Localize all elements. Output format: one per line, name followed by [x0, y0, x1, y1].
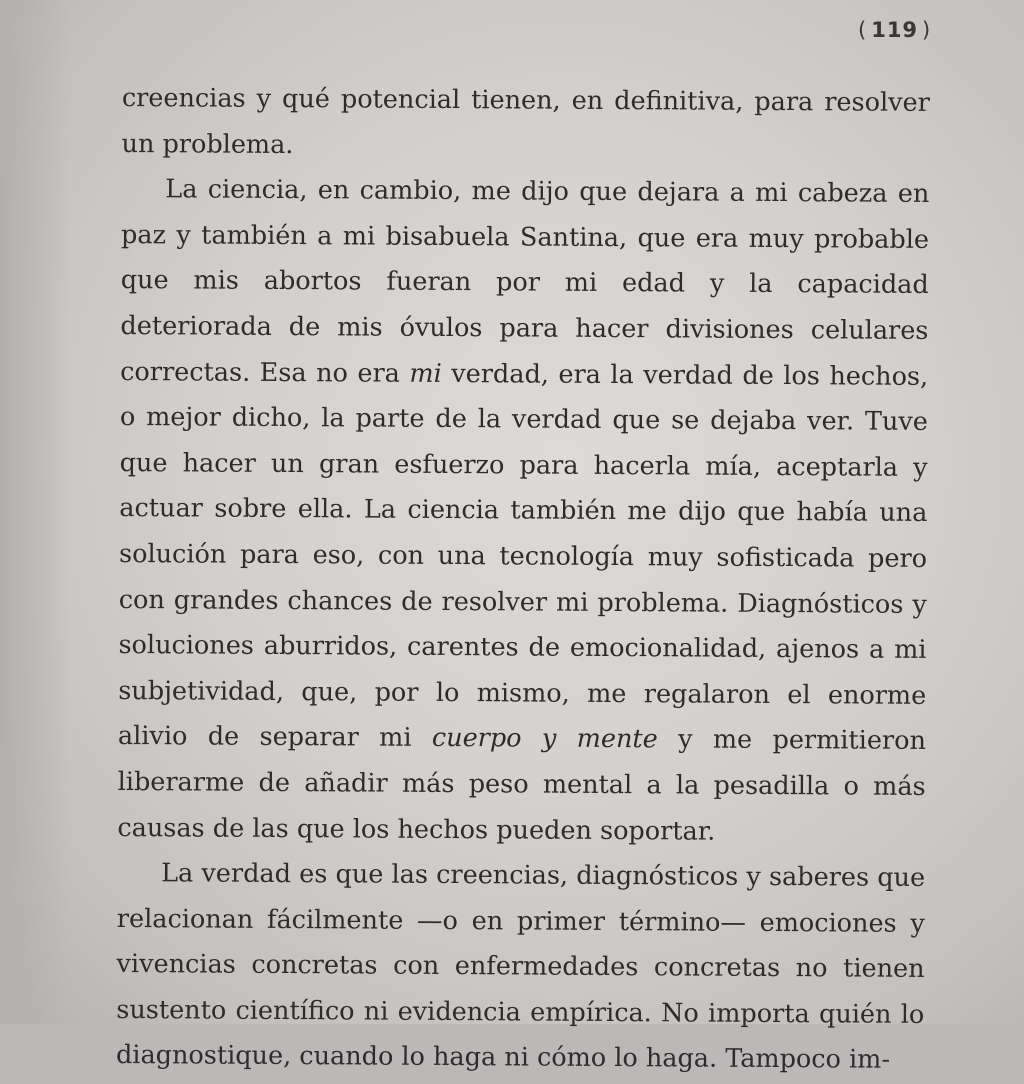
page-gutter-shadow [0, 0, 70, 1024]
text-run: verdad, era la verdad de los hechos, o mejor dicho, la parte de la verdad que se dejaba ver. Tuve que hacer un gran esfuerzo para hacerla mía, aceptarla y actuar sobre ella. La ciencia también me dijo que había una solución para eso, con una tecnología muy sofisticada pero con grandes chances de resolver mi problema. Diagnósticos y soluciones aburridos, carentes de emocionalidad, ajenos a mi subjetividad, que, por lo mismo, me regalaron el enorme alivio de separar mi [117, 358, 929, 754]
page-number-open-paren: ( [858, 18, 868, 42]
paragraph-1 [121, 76, 930, 172]
italic-run: cuerpo y mente [431, 723, 658, 755]
page-number [858, 18, 931, 42]
paragraph-3 [116, 851, 925, 1084]
text-run: La ciencia, en cambio, me dijo que dejara a mi cabeza en paz y también a mi bisabuela Santina, que era muy probable que mis abortos fueran por mi edad y la capacidad deteriorada de mis óvulos para hacer divisiones celulares correctas. Esa no era [120, 174, 930, 389]
text-run: y me permitieron liberarme de añadir más peso mental a la pesadilla o más causas de las que los hechos pueden soportar. [117, 724, 927, 847]
italic-run: mi [409, 358, 442, 389]
paragraph-2 [117, 167, 929, 856]
page-number-close-paren: ) [922, 18, 932, 42]
page-number-value: 119 [871, 18, 919, 42]
text-run: La verdad es que las creencias, diagnósticos y saberes que relacionan fácilmente —o en primer término— emociones y vivencias concretas con enfermedades concretas no tienen sustento científico ni evidencia empírica. No importa quién lo diagnostique, cuando lo haga ni cómo lo haga. Tampoco im- [115, 858, 926, 1076]
text-run: creencias y qué potencial tienen, en definitiva, para resolver un problema. [121, 82, 930, 160]
body-text [116, 76, 930, 1084]
